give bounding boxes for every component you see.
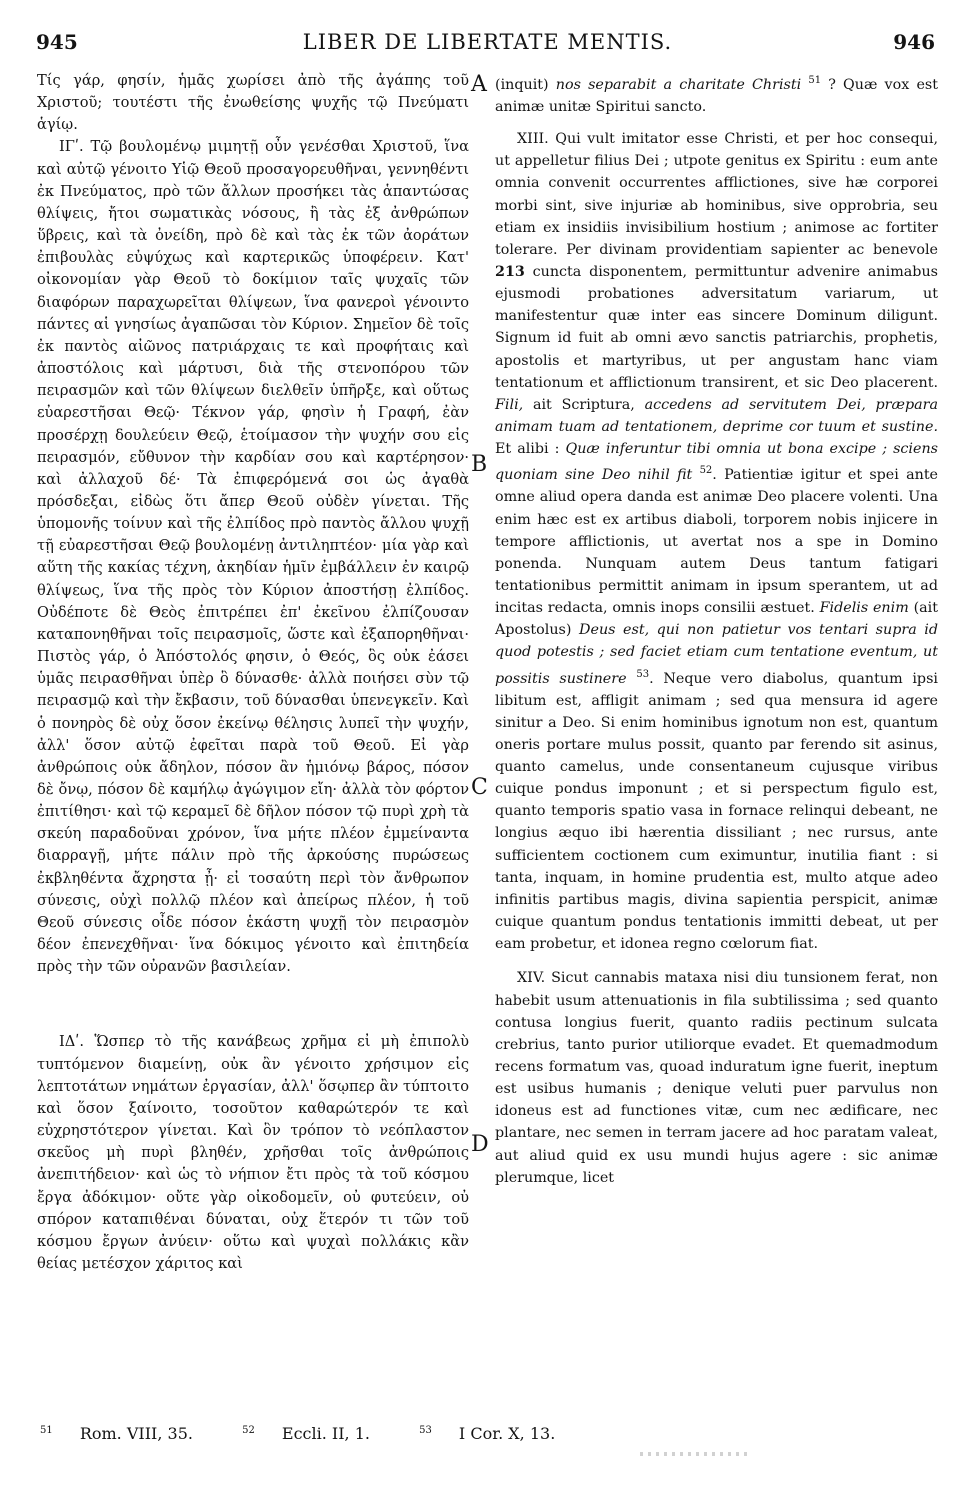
footnotes — [40, 1420, 599, 1445]
greek-paragraph-1: Τίς γάρ, φησίν, ἡμᾶς χωρίσει ἀπὸ τῆς ἀγάπης τοῦ Χριστοῦ; τουτέστι τῆς ἐνωθείσης ψυχῆς τῷ Πνεύματι ἁγίῳ. — [37, 72, 469, 134]
text-run: Et alibi : — [495, 441, 566, 458]
latin-section-14: XIV. Sicut cannabis mataxa nisi diu tunsionem ferat, non habebit usum attenuationis in fila subtilissima ; sed quanto contusa longius fuerit, quanto radiis pectinum sulcata crebrius, tanto purior utiliorque evadet. Et quemadmodum recens formatum vas, quoad induratum igne fuerit, ineptum est usibus humanis ; denique veluti puer parvulus non idoneus est ad functiones vitæ, cum nec ædificare, nec plantare, nec semen in terram jacere ad hoc paratam valeat, aut aliud quid ex usu mundi hujus agere : sic animæ plerumque, licet — [495, 970, 938, 1186]
section-gap — [495, 955, 938, 967]
latin-column — [495, 70, 938, 1189]
footnote-ref: 53 — [636, 668, 650, 680]
footnote-number: 52 — [242, 1425, 255, 1436]
greek-section-14: ΙΔʹ. Ὥσπερ τὸ τῆς κανάβεως χρῆμα εἰ μὴ ἐπιπολὺ τυπτόμενον διαμείνῃ, οὐκ ἂν γένοιτο χρήσιμον εἰς λεπτοτάτων νημάτων ἐργασίαν, ἀλλ' ὅσῳπερ ἂν τύπτοιτο καὶ ὅσον ξαίνοιτο, τοσοῦτον καθαρώτερόν τε καὶ εὐχρηστότερον γίνεται. Καὶ ὃν τρόπον τὸ νεόπλαστον σκεῦος μὴ πυρὶ βληθέν, χρῆσθαι τοῖς ἀνθρώποις ἀνεπιτήδειον· καὶ ὡς τὸ νήπιον ἔτι πρὸς τὰ τοῦ κόσμου ἔργα ἀδόκιμον· οὔτε γὰρ οἰκοδομεῖν, οὐ φυτεύειν, οὐ σπόρον καταπιθέναι δύναται, οὐχ ἕτερόν τι τῶν τοῦ κόσμου ἔργων ἀνύειν· οὕτω καὶ ψυχαὶ πολλάκις κἂν θείας μετέσχον χάριτος καὶ — [37, 1033, 469, 1272]
footnote-53 — [419, 1424, 577, 1443]
greek-column — [37, 70, 469, 1275]
text-run: (inquit) — [495, 76, 556, 93]
text-run: (ait Apostolus) — [495, 600, 938, 639]
scripture-quote: Fidelis enim — [819, 600, 909, 617]
running-title: LIBER DE LIBERTATE MENTIS. — [302, 30, 673, 54]
greek-section-13: ΙΓʹ. Τῷ βουλομένῳ μιμητῇ οὖν γενέσθαι Χριστοῦ, ἵνα καὶ αὐτῷ γένοιτο Υἱῷ Θεοῦ προσαγορευθῆναι, γεννηθέντι ἐκ Πνεύματος, πρὸ τῶν ἄλλων προσήκει τὰς ἁπαντώσας θλίψεις, ἤτοι σωματικὰς νόσους, ἢ τὰς ἐξ ἀνθρώπων ὕβρεις, καὶ τὰ ὀνείδη, πρὸ δὲ καὶ τὰς ἐκ τῶν ἀοράτων ἐπιβουλὰς εὐψύχως καὶ καρτερικῶς ὑποφέρειν. Κατ' οἰκονομίαν γὰρ Θεοῦ τὸ δοκίμιον ταῖς ψυχαῖς τῶν διαφόρων παραχωρεῖται θλίψεων, ἵνα φανεροὶ γένοιντο πάντες αἱ γνησίως ἀγαπῶσαι τὸν Κύριον. Σημεῖον δὲ τοῖς ἐκ παντὸς αἰῶνος πατριάρχαις τε καὶ προφήταις καὶ ἀποστόλοις καὶ μάρτυσι, διὰ τῆς στενοπόρου τῶν πειρασμῶν καὶ τῶν θλίψεων διελθεῖν ὑπῆρξε, καὶ οὕτως εὐαρεστῆσαι Θεῷ· Τέκνον γάρ, φησὶν ἡ Γραφή, ἐὰν προσέρχῃ δουλεύειν Θεῷ, ἑτοίμασον τὴν ψυχήν σου εἰς πειρασμόν, εὔθυνον τὴν καρδίαν σου καὶ καρτέρησον· καὶ ἀλλαχοῦ δέ· Τὰ ἐπιφερόμενά σοι ὡς ἀγαθὰ πρόσδεξαι, εἰδὼς ὅτι ἄπερ Θεοῦ οὐδὲν γίνεται. Τῆς ὑπομονῆς τοίνυν καὶ τῆς ἐλπίδος πρὸ παντὸς ἄλλου ψυχῇ τῇ εὐαρεστῆσαι Θεῷ βουλομένῃ ἀντιληπτέον· μία γὰρ καὶ αὕτη τῆς κακίας τέχνη, ἀκηδίαν ἡμῖν ἐμβάλλειν ἐν καιρῷ θλίψεως, ἵνα τῆς πρὸς τὸν Κύριον ἀποστήσῃ ἐλπίδος. Οὐδέποτε δὲ Θεὸς ἐπιτρέπει ἐπ' ἐκεῖνου ἐλπίζουσαν καταπονηθῆναι τοῖς πειρασμοῖς, ὥστε καὶ ἐξαπορηθῆναι· Πιστὸς γάρ, ὁ Ἀπόστολός φησιν, ὁ Θεός, ὃς οὐκ ἐάσει ὑμᾶς πειρασθῆναι ὑπὲρ ὃ δύνασθε· ἀλλὰ ποιήσει σὺν τῷ πειρασμῷ καὶ τὴν ἔκβασιν, τοῦ δύνασθαι ὑπενεγκεῖν. Καὶ ὁ πονηρὸς δὲ οὐχ ὅσον ἐκείνῳ θέλησις λυπεῖ τὴν ψυχήν, ἀλλ' ὅσον αὐτῷ ἐφεῖται παρὰ τοῦ Θεοῦ. Εἰ γὰρ ἀνθρώποις οὐκ ἄδηλον, πόσον ἂν ἡμιόνῳ βάρος, πόσον δὲ ὄνῳ, πόσον δὲ καμήλῳ ἀγώγιμον εἴη· ἀλλὰ τὸν φόρτον ἐπιτίθησι· καὶ τῷ κεραμεῖ δὲ δῆλον πόσον τῷ πυρὶ χρὴ τὰ σκεύη παραδοῦναι χρόνον, ἵνα μήτε πλέον ἐμμείναντα διαρραγῇ, μήτε πάλιν πρὸ τῆς ἀρκούσης πυρώσεως ἐκβληθέντα ἄχρηστα ᾖ· εἰ τοσαύτη περὶ τὸν ἄνθρωπον σύνεσις, οὐχὶ πολλῷ πλέον καὶ ἀπείρως πλέον, ἡ τοῦ Θεοῦ σύνεσις οἶδε πόσον ἑκάστη ψυχῇ τὸν πειρασμὸν δέον ἐπενεχθῆναι· ἵνα δόκιμος γένοιτο καὶ ἐπιτηδεία πρὸς τὴν τῶν οὐρανῶν βασιλείαν. — [37, 138, 469, 976]
print-smudge — [640, 1452, 750, 1456]
margin-marker-a: A — [471, 72, 487, 97]
left-column-number: 945 — [36, 30, 78, 54]
text-run: cuncta disponentem, permittuntur advenire animabus ejusmodi probationes adversitatum variarum, ut manifestentur quæ inter eas sincere Dominum diligunt. Signum id fuit ab omni ævo sanctis patriarchis, prophetis, apostolis et martyribus, ut per angustam hanc viam tentationum et afflictionum transirent, et sic Deo placerent. — [495, 264, 938, 391]
text-run: . Patientiæ igitur et spei ante omne aliud opera danda est animæ Deo placere volenti. Una enim hæc est ex artibus diaboli, torporem nobis injicere in tempore afflictionis, ut avertat nos a spe in Domino ponenda. Nunquam autem Deus tantum fatigari tentationibus permittit animam in ipsum sperantem, ut ad incitas redacta, omnis inops consilii æstuet. — [495, 467, 939, 617]
scripture-quote: Deus est, qui non patietur vos tentari supra id quod potestis ; sed faciet etiam cum tentatione eventum, ut possitis sustinere — [495, 622, 939, 687]
right-column-number: 946 — [893, 30, 935, 54]
margin-marker-c: C — [471, 775, 488, 800]
margin-marker-d: D — [471, 1132, 489, 1157]
footnote-number: 53 — [419, 1425, 432, 1436]
text-run: XIII. Qui vult imitator esse Christi, et per hoc consequi, ut appelletur filius Dei ; utpote genitus ex Spiritu : eum ante omnia convenit occurrentes afflictiones, sive hæ corporei morbi sint, sive injuriæ ab hominibus, sive opprobria, seu etiam ex insidiis invisibilium hostium ; animose ac fortiter tolerare. Per divinam providentiam sapienter ac benevole — [495, 131, 938, 258]
footnote-ref: 52 — [699, 465, 713, 477]
scripture-quote: Quæ inferuntur tibi omnia ut bona excipe ; sciens quoniam sine Deo nihil fit — [495, 441, 938, 484]
margin-marker-b: B — [471, 452, 488, 477]
text-run: ? Quæ vox est animæ unitæ Spiritui sancto. — [495, 76, 938, 115]
section-gap — [37, 978, 469, 1031]
inline-column-number: 213 — [495, 264, 525, 281]
latin-section-13 — [495, 128, 938, 955]
footnote-51 — [40, 1424, 215, 1443]
text-run: ait Scriptura, — [523, 396, 645, 413]
footnote-52 — [242, 1424, 392, 1443]
section-gap — [495, 118, 938, 128]
footnote-text: Eccli. II, 1. — [281, 1424, 370, 1444]
scripture-quote: Fili, — [495, 396, 524, 413]
scripture-quote: nos separabit a charitate Christi — [555, 76, 802, 93]
text-run: . Neque vero diabolus, quantum ipsi libitum est, affligit animam ; sed qua mensura id agere sinitur a Deo. Si enim hominibus ignotum non est, quantum oneris portare mulus possit, quanto par ferendo sit asinus, quanto camelus, unde consentaneum cujusque viribus cuique pondus imponunt ; et si perspectum figulo est, quanto temporis spatio vasa in fornace relinqui debeant, ne longius æquo ibi hærentia dissiliant ; nec rursus, ante sufficientem coctionem cum eximuntur, inutilia fiant : si tanta, inquam, in homine prudentia est, multo atque adeo infinitis partibus magis, divina sapientia perspicit, animæ cuique quantum pondus tentationis immitti debeat, ut per eam probetur, et idonea regno cœlorum fiat. — [495, 670, 938, 953]
scripture-quote: accedens ad servitutem Dei, præpara animam tuam ad tentationem, deprime cor tuum et sustine. — [495, 396, 938, 436]
footnote-text: I Cor. X, 13. — [458, 1424, 556, 1444]
latin-paragraph-1 — [495, 70, 938, 118]
footnote-text: Rom. VIII, 35. — [79, 1424, 193, 1444]
footnote-ref: 51 — [808, 75, 822, 86]
footnote-number: 51 — [40, 1425, 53, 1436]
